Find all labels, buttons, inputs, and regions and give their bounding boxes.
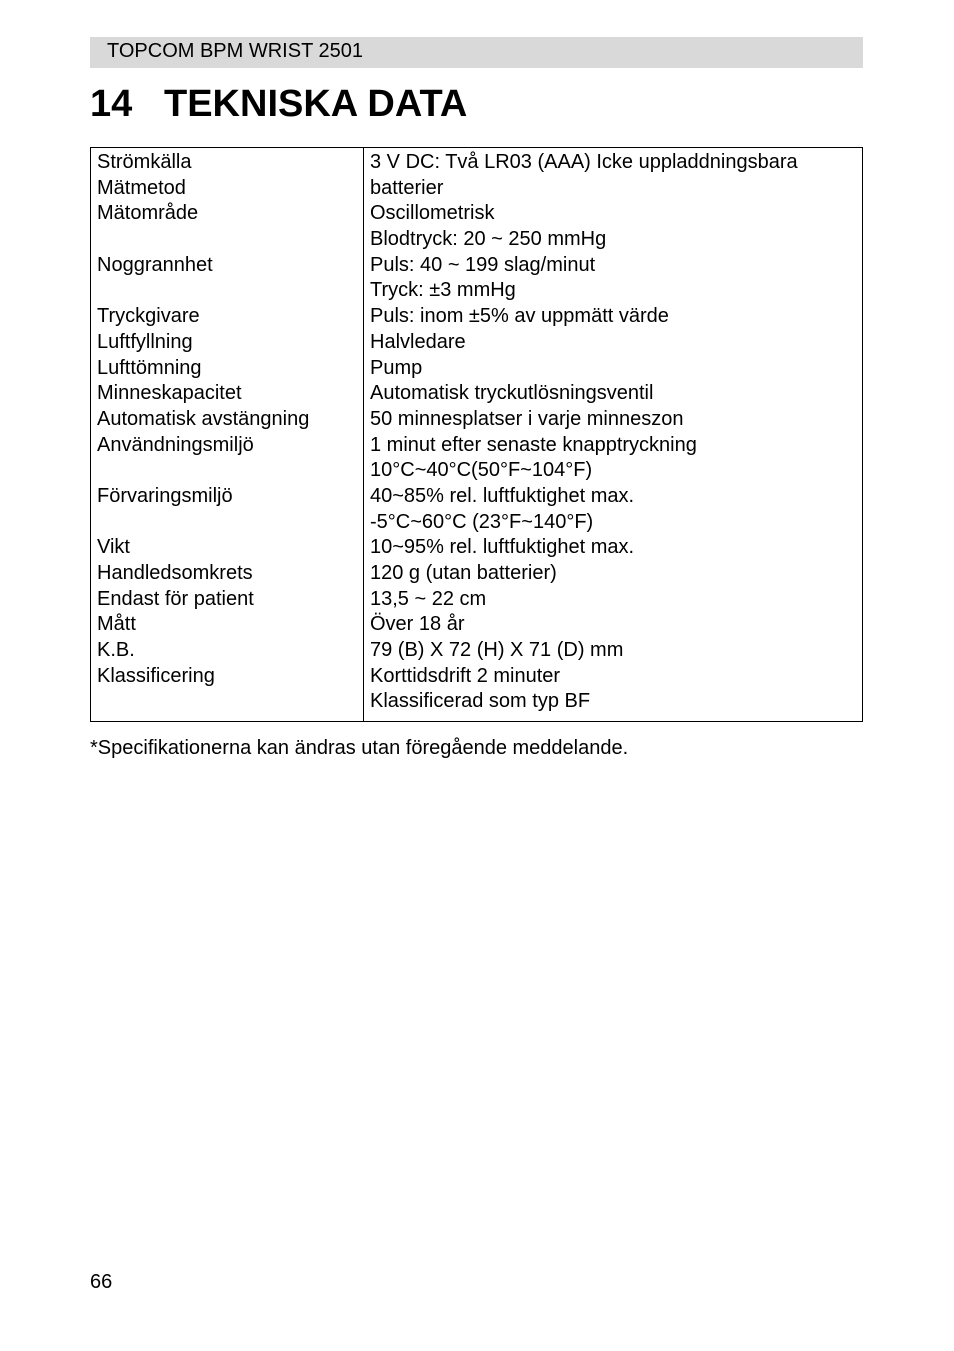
spec-values-column: [370, 150, 860, 715]
spec-value: 1 minut efter senaste knapptryckning: [370, 433, 697, 456]
spec-value: Puls: 40 ~ 199 slag/minut: [370, 253, 596, 276]
header-title: TOPCOM BPM WRIST 2501: [107, 40, 363, 62]
spec-label: Klassificering: [97, 664, 215, 687]
spec-value: 13,5 ~ 22 cm: [370, 587, 487, 610]
spec-label: Minneskapacitet: [97, 382, 242, 405]
spec-value: 10~95% rel. luftfuktighet max.: [370, 536, 635, 559]
spec-label: Luftfyllning: [97, 330, 193, 353]
spec-value: Tryck: ±3 mmHg: [370, 279, 516, 302]
spec-value: 3 V DC: Två LR03 (AAA) Icke uppladdningsbara: [370, 151, 798, 173]
spec-label: [97, 510, 359, 536]
spec-value: 120 g (utan batterier): [370, 562, 557, 584]
spec-table: [90, 147, 863, 722]
chapter-title: TEKNISKA DATA: [164, 83, 468, 125]
spec-value: -5°C~60°C (23°F~140°F): [370, 510, 594, 533]
spec-value: batterier: [370, 176, 444, 199]
spec-label: Mätområde: [97, 202, 199, 225]
spec-value: 79 (B) X 72 (H) X 71 (D) mm: [370, 639, 624, 662]
spec-label: Handledsomkrets: [97, 562, 253, 584]
spec-label: Automatisk avstängning: [97, 407, 310, 430]
spec-label: Lufttömning: [97, 356, 202, 379]
spec-label: Strömkälla: [97, 151, 192, 173]
spec-value: Klassificerad som typ BF: [370, 690, 591, 713]
spec-label: Noggrannhet: [97, 253, 213, 276]
spec-value: 10°C~40°C(50°F~104°F): [370, 459, 593, 482]
page-number: 66: [90, 1271, 113, 1293]
spec-label: Tryckgivare: [97, 305, 200, 328]
spec-label: Endast för patient: [97, 587, 254, 610]
spec-label: Vikt: [97, 536, 130, 559]
spec-value: Över 18 år: [370, 613, 465, 636]
chapter-number: 14: [90, 83, 133, 125]
spec-label: [97, 278, 359, 304]
footnote: *Specifikationerna kan ändras utan föregående meddelande.: [90, 737, 629, 759]
spec-label: Mätmetod: [97, 176, 186, 199]
spec-labels-column: [97, 150, 359, 715]
spec-label: [97, 458, 359, 484]
spec-value: Automatisk tryckutlösningsventil: [370, 382, 654, 405]
spec-value: Blodtryck: 20 ~ 250 mmHg: [370, 228, 607, 251]
spec-value: Halvledare: [370, 330, 466, 353]
spec-value: 50 minnesplatser i varje minneszon: [370, 407, 684, 430]
spec-value: Oscillometrisk: [370, 202, 495, 225]
spec-label: Mått: [97, 613, 136, 636]
spec-value: Korttidsdrift 2 minuter: [370, 664, 561, 687]
spec-value: Pump: [370, 356, 423, 379]
column-divider: [363, 148, 364, 721]
spec-label: [97, 689, 359, 715]
spec-label: Användningsmiljö: [97, 433, 254, 456]
spec-value: Puls: inom ±5% av uppmätt värde: [370, 305, 669, 328]
spec-label: K.B.: [97, 639, 135, 662]
spec-value: 40~85% rel. luftfuktighet max.: [370, 484, 635, 507]
spec-label: Förvaringsmiljö: [97, 484, 233, 507]
spec-label: [97, 227, 359, 253]
chapter-heading: [90, 80, 467, 128]
